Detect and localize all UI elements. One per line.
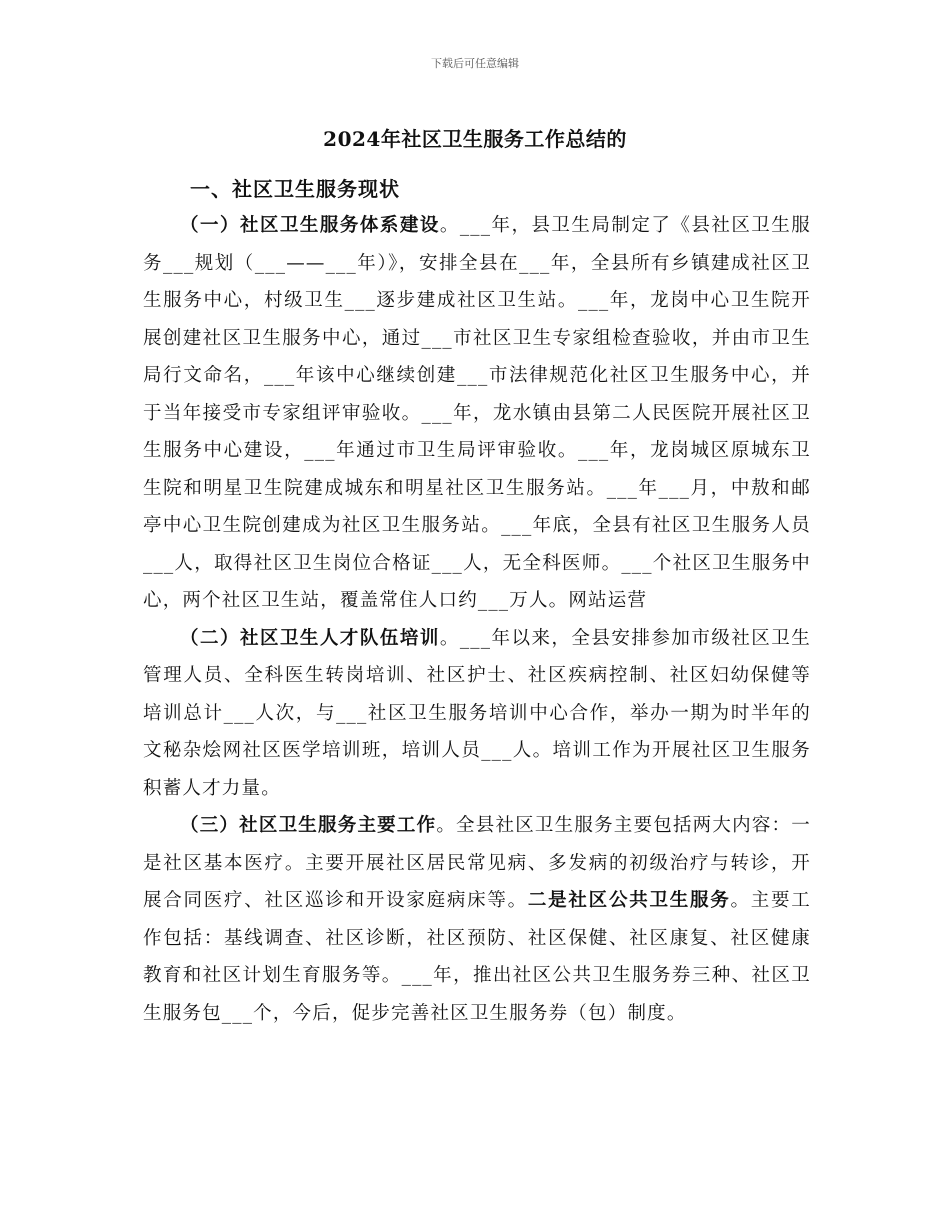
paragraph-2 [143, 620, 811, 808]
paragraph-2-text: 。___年以来，全县安排参加市级社区卫生管理人员、全科医生转岗培训、社区护士、社区疾病控制、社区妇幼保健等培训总计___人次，与___社区卫生服务培训中心合作，举办一期为时半年的文秘杂烩网社区医学培训班，培训人员___人。培训工作为开展社区卫生服务积蓄人才力量。 [143, 627, 811, 799]
paragraph-3-heading: （三）社区卫生服务主要工作 [180, 815, 437, 836]
paragraph-3-text-a: 。全县社区卫生服务主要包括两大内容：一是社区基本医疗。主要开展社区居民常见病、多发病的初级治疗与转诊，开展合同医疗、社区巡诊和开设家庭病床等。 [143, 815, 811, 911]
document-title: 2024年社区卫生服务工作总结的 [323, 127, 627, 151]
document-body [143, 207, 811, 1032]
paragraph-1-text: 。___年，县卫生局制定了《县社区卫生服务___规划（___——___年）》，安排全县在___年，全县所有乡镇建成社区卫生服务中心，村级卫生___逐步建成社区卫生站。___年，龙岗中心卫生院开展创建社区卫生服务中心，通过___市社区卫生专家组检查验收，并由市卫生局行文命名，___年该中心继续创建___市法律规范化社区卫生服务中心，并于当年接受市专家组评审验收。___年，龙水镇由县第二人民医院开展社区卫生服务中心建设，___年通过市卫生局评审验收。___年，龙岗城区原城东卫生院和明星卫生院建成城东和明星社区卫生服务站。___年___月，中敖和邮亭中心卫生院创建成为社区卫生服务站。___年底，全县有社区卫生服务人员___人，取得社区卫生岗位合格证___人，无全科医师。___个社区卫生服务中心，两个社区卫生站，覆盖常住人口约___万人。网站运营 [143, 215, 811, 611]
paragraph-1-heading: （一）社区卫生服务体系建设 [180, 215, 440, 236]
paragraph-3-inline-heading: 二是社区公共卫生服务 [527, 890, 731, 911]
paragraph-2-heading: （二）社区卫生人才队伍培训 [180, 627, 440, 649]
paragraph-1 [143, 207, 811, 620]
section-heading: 一、社区卫生服务现状 [190, 177, 400, 201]
header-note: 下载后可任意编辑 [431, 57, 519, 70]
paragraph-3-text-b: 。主要工作包括：基线调查、社区诊断，社区预防、社区保健、社区康复、社区健康教育和社区计划生育服务等。___年，推出社区公共卫生服务券三种、社区卫生服务包___个，今后，促步完善社区卫生服务券（包）制度。 [143, 890, 811, 1024]
paragraph-3 [143, 807, 811, 1032]
